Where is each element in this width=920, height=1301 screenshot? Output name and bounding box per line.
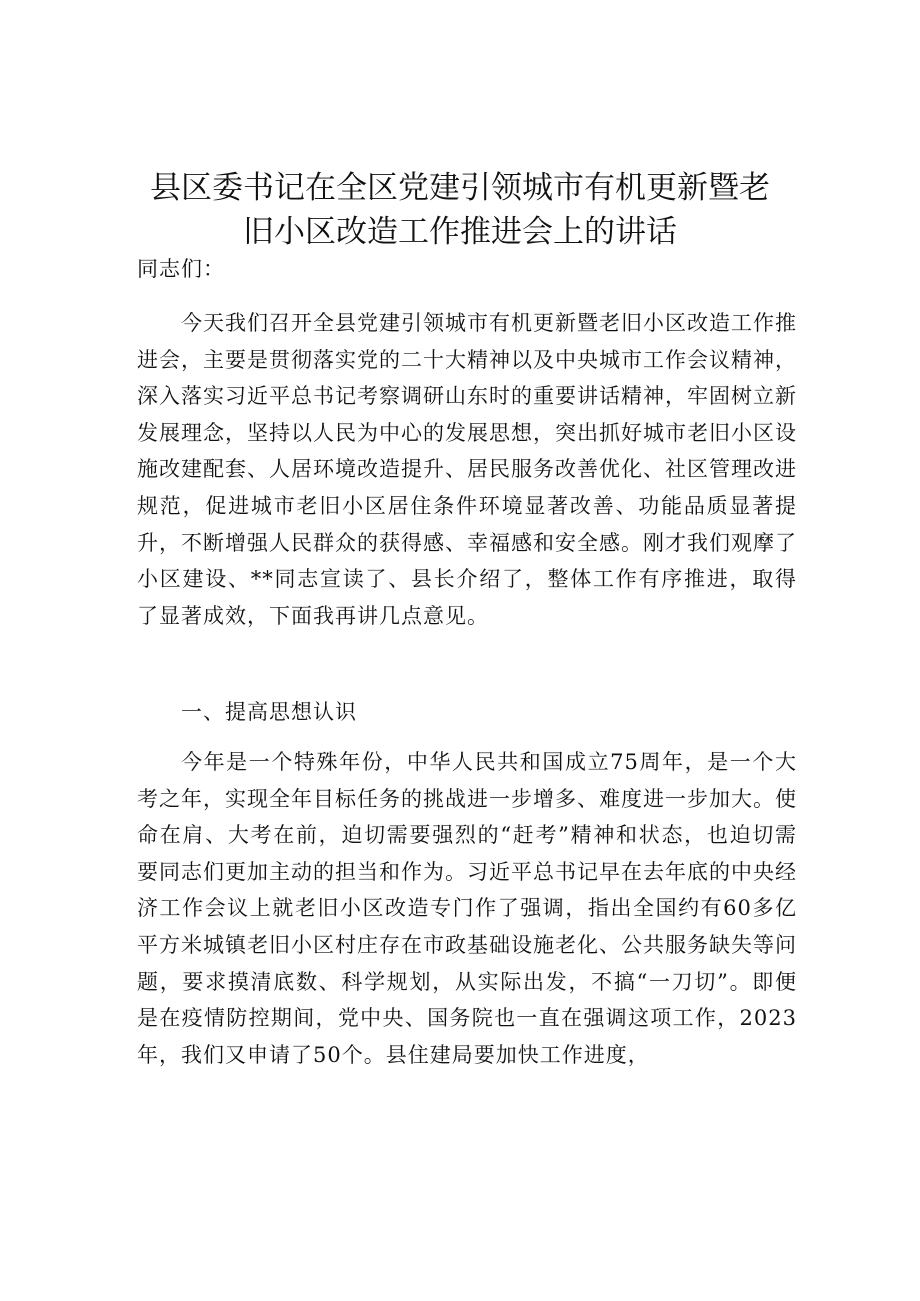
- title-line-2: 旧小区改造工作推进会上的讲话: [243, 214, 677, 250]
- salutation: 同志们：: [137, 257, 225, 281]
- paragraph-opening: 今天我们召开全县党建引领城市有机更新暨老旧小区改造工作推进会，主要是贯彻落实党的二十大精神以及中央城市工作会议精神，深入落实习近平总书记考察调研山东时的重要讲话精神，牢固树立新发展理念，坚持以人民为中心的发展思想，突出抓好城市老旧小区设施改建配套、人居环境改造提升、居民服务改善优化、社区管理改进规范，促进城市老旧小区居住条件环境显著改善、功能品质显著提升，不断增强人民群众的获得感、幸福感和安全感。刚才我们观摩了小区建设、**同志宣读了、县长介绍了，整体工作有序推进，取得了显著成效，下面我再讲几点意见。: [137, 311, 797, 628]
- document-title: [120, 166, 800, 254]
- title-line-1: 县区委书记在全区党建引领城市有机更新暨老: [150, 170, 770, 206]
- paragraph-section-1: 今年是一个特殊年份，中华人民共和国成立75周年，是一个大考之年，实现全年目标任务的挑战进一步增多、难度进一步加大。使命在肩、大考在前，迫切需要强烈的“赶考”精神和状态，也迫切需要同志们更加主动的担当和作为。习近平总书记早在去年底的中央经济工作会议上就老旧小区改造专门作了强调，指出全国约有60多亿平方米城镇老旧小区村庄存在市政基础设施老化、公共服务缺失等问题，要求摸清底数、科学规划，从实际出发，不搞“一刀切”。即便是在疫情防控期间，党中央、国务院也一直在强调这项工作，2023年，我们又申请了50个。县住建局要加快工作进度，: [137, 750, 797, 1067]
- section-heading-1: 一、提高思想认识: [181, 700, 357, 724]
